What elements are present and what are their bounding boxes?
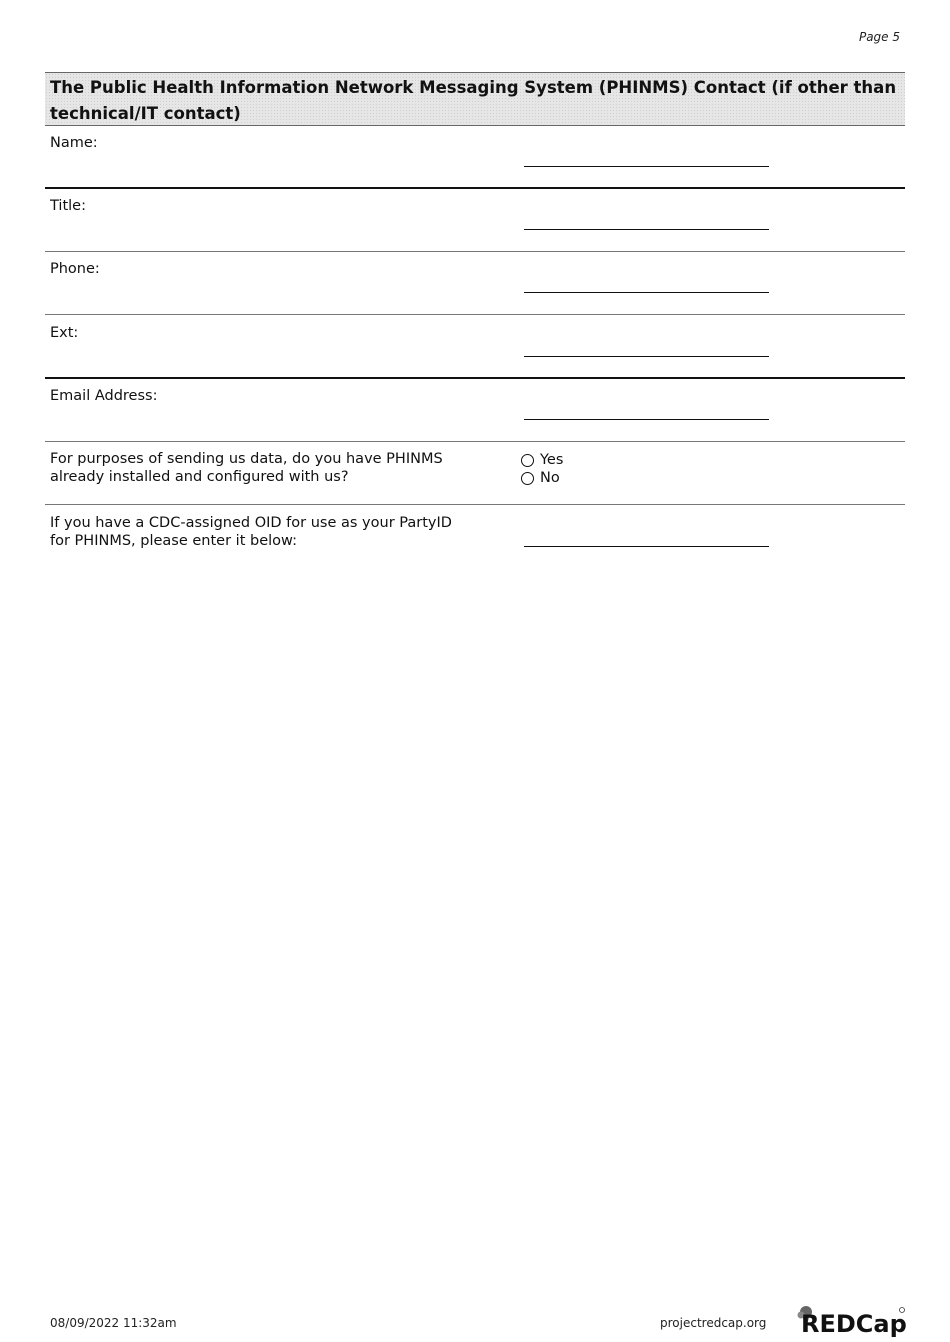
radio-option-no[interactable] <box>521 469 563 487</box>
radio-option-yes[interactable] <box>521 451 563 469</box>
form-row-phone <box>45 252 905 315</box>
form-row-title <box>45 189 905 252</box>
radio-circle-icon[interactable] <box>521 472 534 485</box>
field-label: For purposes of sending us data, do you have PHINMS already installed and configured with us? <box>50 451 443 485</box>
ext-input-line[interactable] <box>524 356 769 357</box>
field-label: Ext: <box>50 325 79 341</box>
name-input-line[interactable] <box>524 166 769 167</box>
title-input-line[interactable] <box>524 229 769 230</box>
field-label: Name: <box>50 135 98 151</box>
redcap-logo <box>795 1303 907 1337</box>
field-label: Title: <box>50 198 86 214</box>
field-label: If you have a CDC-assigned OID for use as your PartyID for PHINMS, please enter it below: <box>50 515 452 549</box>
form-row-ext <box>45 316 905 379</box>
radio-label: No <box>540 470 560 486</box>
phinms-radio-group <box>521 451 563 487</box>
email-input-line[interactable] <box>524 419 769 420</box>
form-row-name <box>45 126 905 189</box>
page-number: Page 5 <box>858 30 900 44</box>
footer-timestamp: 08/09/2022 11:32am <box>50 1316 177 1330</box>
form-row-phinms-installed <box>45 442 905 505</box>
form-row-email <box>45 379 905 442</box>
phone-input-line[interactable] <box>524 292 769 293</box>
radio-label: Yes <box>540 452 564 468</box>
field-label: Email Address: <box>50 388 158 404</box>
radio-circle-icon[interactable] <box>521 454 534 467</box>
footer-site: projectredcap.org <box>660 1316 767 1330</box>
field-label: Phone: <box>50 261 100 277</box>
logo-text: REDCap <box>801 1310 907 1337</box>
section-header: The Public Health Information Network Messaging System (PHINMS) Contact (if other than technical/IT contact) <box>45 72 905 126</box>
oid-input-line[interactable] <box>524 546 769 547</box>
form-row-oid <box>45 506 905 569</box>
